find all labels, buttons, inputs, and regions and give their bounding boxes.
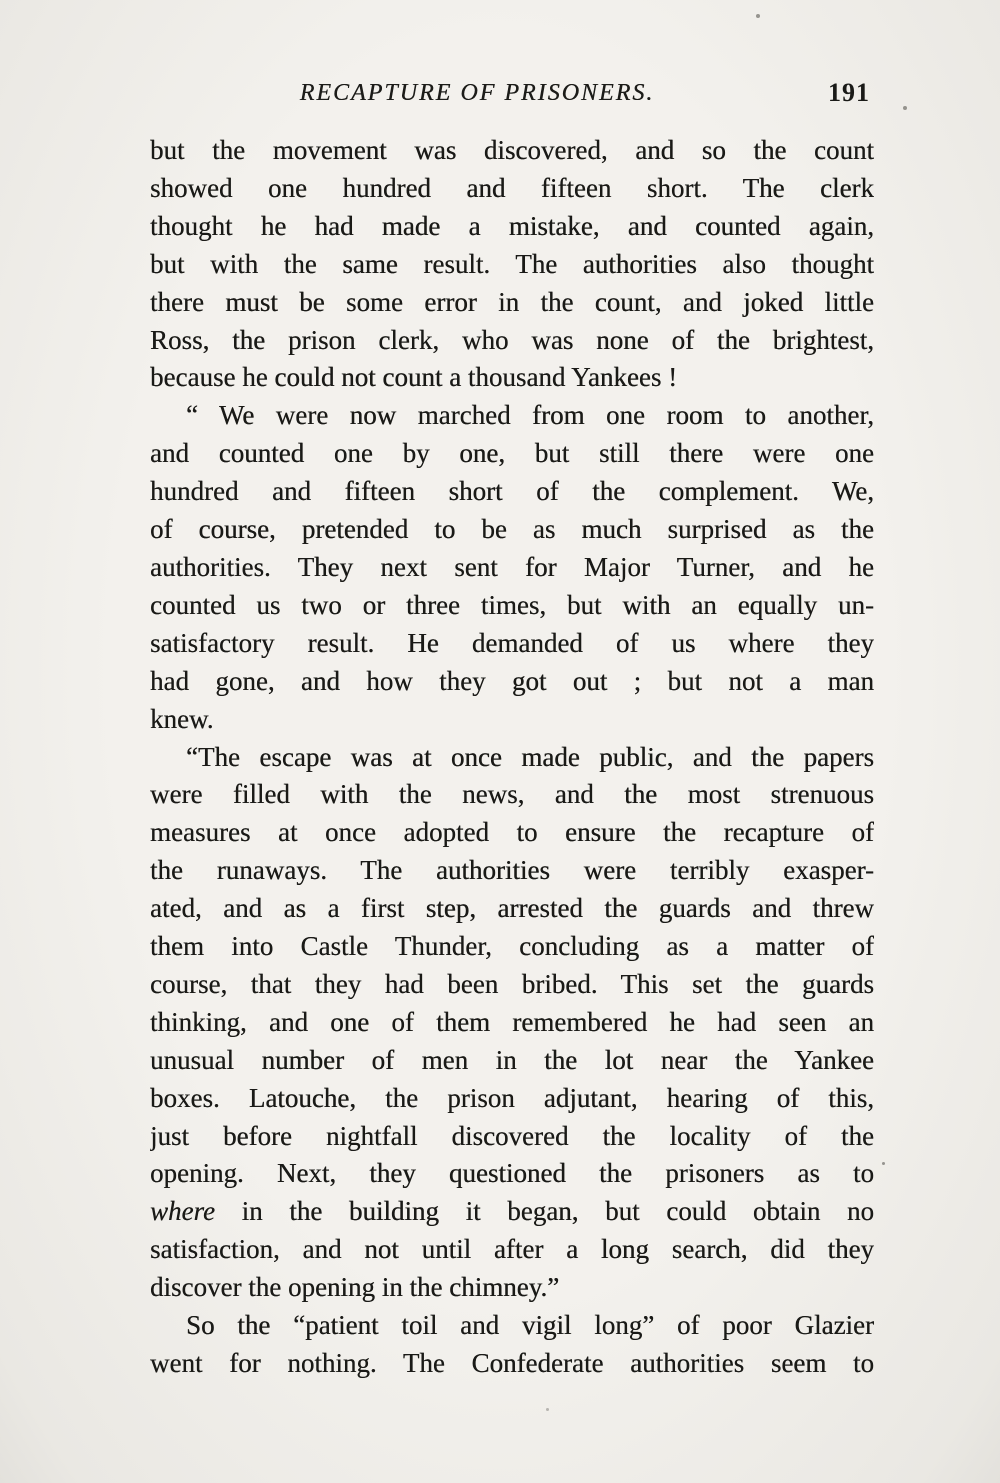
paragraph (150, 739, 874, 1308)
text-line: satisfactory result. He demanded of us where they (150, 627, 874, 658)
text-line: the runaways. The authorities were terribly exasper- (150, 855, 874, 886)
text-line: showed one hundred and fifteen short. The clerk (150, 172, 874, 203)
text-line: unusual number of men in the lot near the Yankee (150, 1044, 874, 1075)
text-line: opening. Next, they questioned the prisoners as to (150, 1158, 874, 1189)
page-title: RECAPTURE OF PRISONERS. (299, 80, 655, 106)
text-line: satisfaction, and not until after a long search, did they (150, 1234, 874, 1265)
text-line: course, that they had been bribed. This set the guards (150, 968, 874, 999)
scan-speck (882, 1162, 885, 1165)
text-line: measures at once adopted to ensure the recapture of (150, 817, 874, 848)
text-line: Ross, the prison clerk, who was none of the brightest, (150, 324, 874, 355)
text-line: were filled with the news, and the most strenuous (150, 779, 874, 810)
text-line: and counted one by one, but still there were one (150, 438, 874, 469)
text-line: there must be some error in the count, and joked little (150, 286, 874, 317)
text-line: “ We were now marched from one room to another, (186, 400, 874, 431)
text-line: thinking, and one of them remembered he had seen an (150, 1006, 874, 1037)
text-line: authorities. They next sent for Major Turner, and he (150, 551, 874, 582)
text-line: had gone, and how they got out ; but not a man (150, 665, 874, 696)
text-line (150, 1193, 874, 1231)
plain-text: in the building it began, but could obtain no (214, 1196, 874, 1227)
running-header (150, 80, 874, 120)
text-line: “The escape was at once made public, and the papers (186, 741, 874, 772)
text-line: counted us two or three times, but with an equally un- (150, 589, 874, 620)
paragraph (150, 1307, 874, 1383)
text-line: just before nightfall discovered the locality of the (150, 1120, 874, 1151)
text-line: but with the same result. The authorities also thought (150, 248, 874, 279)
paragraph (150, 397, 874, 738)
page (150, 80, 874, 1383)
text-line: but the movement was discovered, and so the count (150, 135, 874, 165)
scan-speck (903, 106, 907, 110)
paragraph (150, 132, 874, 397)
text-line: knew. (150, 703, 214, 734)
text-line: So the “patient toil and vigil long” of poor Glazier (186, 1310, 874, 1341)
text-line: of course, pretended to be as much surprised as the (150, 514, 874, 545)
page-body (150, 132, 874, 1383)
scan-speck (546, 1408, 549, 1411)
scan-speck (756, 14, 760, 18)
italic-text: where (150, 1196, 215, 1227)
text-line: ated, and as a first step, arrested the guards and threw (150, 893, 874, 924)
text-line: boxes. Latouche, the prison adjutant, hearing of this, (150, 1082, 874, 1113)
text-line: hundred and fifteen short of the complement. We, (150, 476, 874, 507)
text-line: thought he had made a mistake, and counted again, (150, 210, 874, 241)
page-number: 191 (828, 78, 870, 107)
text-line: because he could not count a thousand Yankees ! (150, 362, 678, 393)
text-line: discover the opening in the chimney.” (150, 1272, 560, 1303)
text-line: went for nothing. The Confederate authorities seem to (150, 1348, 874, 1378)
text-line: them into Castle Thunder, concluding as a matter of (150, 931, 874, 962)
